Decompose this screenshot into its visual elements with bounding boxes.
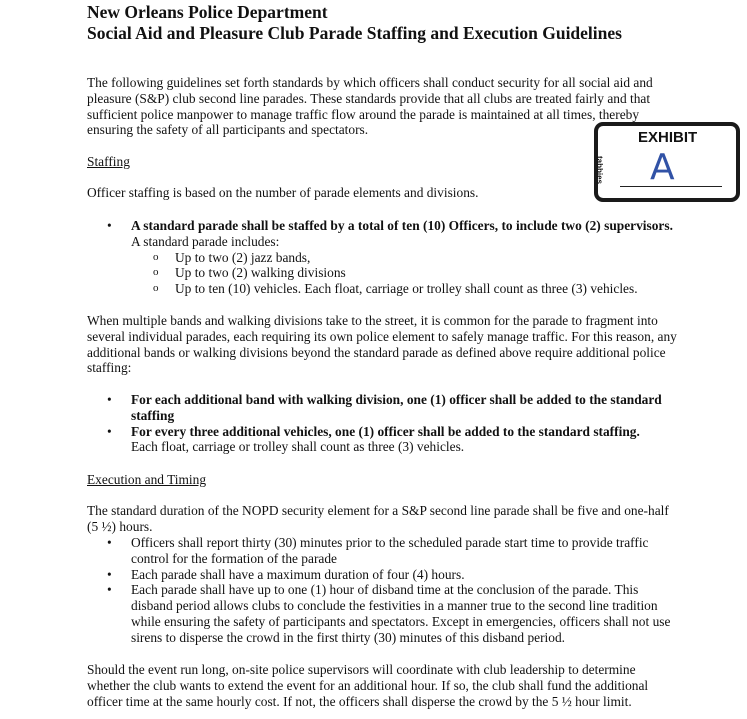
additional-vehicles-rule: For every three additional vehicles, one (1) officer shall be added to the standard staffing. <box>131 423 640 439</box>
intro-paragraph: The following guidelines set forth standards by which officers shall conduct security for all social aid and pleasure (S&P) club second line parades. These standards provide that all clubs are treated fairly and that sufficient police manpower to manage traffic flow around the parade is maintained at all times, thereby ensuring the safety of all participants and spectators. <box>87 75 653 138</box>
department-name: New Orleans Police Department <box>87 2 328 22</box>
closing-paragraph: Should the event run long, on-site police supervisors will coordinate with club leadership to determine whether the club wants to extend the event for an additional hour. If so, the club shall fund the additional officer time at the same hourly cost. If not, the officers shall disperse the crowd by the 5 ½ hour limit. <box>87 662 649 709</box>
list-item <box>105 392 675 424</box>
exhibit-label: EXHIBIT <box>638 129 698 146</box>
sub-list-item: o Up to two (2) walking divisions <box>131 265 675 281</box>
exhibit-letter: A <box>650 147 675 188</box>
additional-staffing-list <box>105 392 675 455</box>
list-item: • Each parade shall have a maximum duration of four (4) hours. <box>105 567 675 583</box>
standard-parade-rule: A standard parade shall be staffed by a total of ten (10) Officers, to include two (2) supervisors. <box>131 218 673 233</box>
standard-parade-sublist <box>131 250 675 297</box>
multiple-divisions-paragraph: When multiple bands and walking divisions take to the street, it is common for the parade to fragment into several individual parades, each requiring its own police element to safely manage traffic. For this reason, any additional bands or walking divisions beyond the standard parade as defined above require additional police staffing: <box>87 313 677 376</box>
list-item <box>105 218 675 297</box>
list-item: • Officers shall report thirty (30) minutes prior to the scheduled parade start time to provide traffic control for the formation of the parade <box>105 535 675 567</box>
list-item <box>105 424 675 456</box>
document-title <box>87 2 622 44</box>
standard-parade-list <box>105 218 675 297</box>
exhibit-brand: tabbies <box>595 156 604 185</box>
staffing-intro: Officer staffing is based on the number of parade elements and divisions. <box>87 185 479 200</box>
staffing-heading: Staffing <box>87 154 130 169</box>
execution-heading: Execution and Timing <box>87 472 207 487</box>
execution-list <box>105 535 675 646</box>
additional-band-rule: For each additional band with walking division, one (1) officer shall be added to the standard staffing <box>131 392 662 423</box>
standard-parade-includes: A standard parade includes: <box>131 233 280 249</box>
sub-list-item: o Up to ten (10) vehicles. Each float, carriage or trolley shall count as three (3) vehicles. <box>131 281 675 297</box>
vehicle-count-note: Each float, carriage or trolley shall count as three (3) vehicles. <box>131 439 465 455</box>
sub-list-item: o Up to two (2) jazz bands, <box>131 250 675 266</box>
list-item: • Each parade shall have up to one (1) hour of disband time at the conclusion of the parade. This disband period allows clubs to conclude the festivities in a manner true to the second line tradition while ensuring the safety of participants and spectators. Except in emergencies, officers shall not use sirens to disperse the crowd in the first thirty (30) minutes of this disband period. <box>105 582 675 645</box>
execution-intro: The standard duration of the NOPD security element for a S&P second line parade shall be five and one-half (5 ½) hours. <box>87 503 669 534</box>
guidelines-title: Social Aid and Pleasure Club Parade Staffing and Execution Guidelines <box>87 23 622 43</box>
